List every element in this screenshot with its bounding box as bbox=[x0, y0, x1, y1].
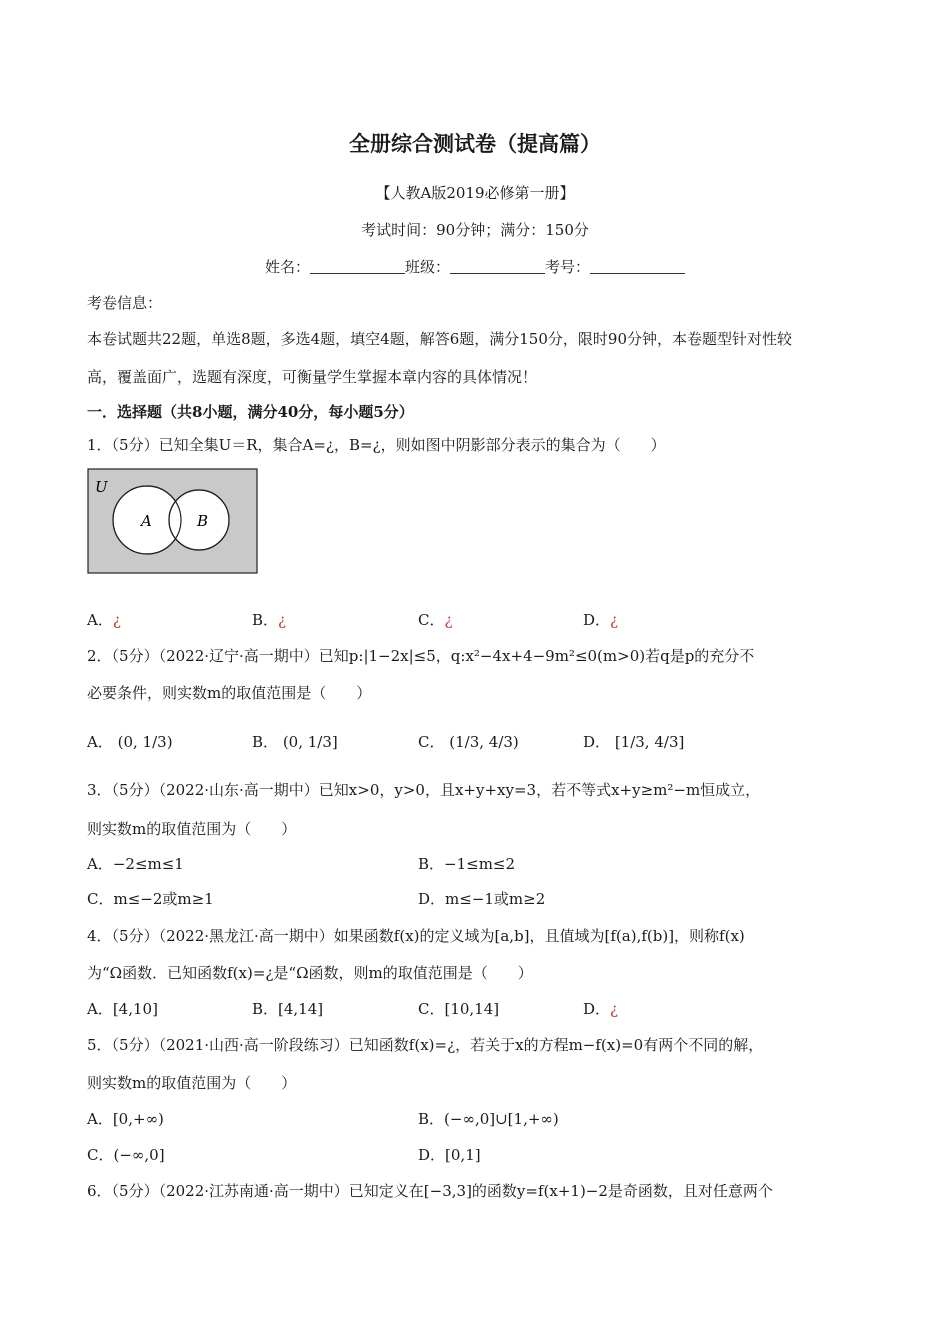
q2-option-b[interactable]: B． (0, 1/3] bbox=[252, 733, 338, 751]
q2-option-a[interactable]: A． (0, 1/3) bbox=[87, 733, 173, 751]
q2-option-d[interactable]: D． [1/3, 4/3] bbox=[583, 733, 685, 751]
venn-diagram bbox=[87, 468, 259, 576]
question-1-text: 1．（5分）已知全集U＝R，集合A=¿，B=¿，则如图中阴影部分表示的集合为（ ） bbox=[87, 436, 666, 454]
question-2-line-1: 2．（5分）（2022·辽宁·高一期中）已知p:|1−2x|≤5，q:x²−4x+4−9m²≤0(m>0)若q是p的充分不 bbox=[87, 647, 755, 665]
question-4-line-1: 4．（5分）（2022·黑龙江·高一期中）如果函数f(x)的定义域为[a,b]，且值域为[f(a),f(b)]，则称f(x) bbox=[87, 927, 745, 945]
q5-option-d[interactable]: D．[0,1] bbox=[418, 1146, 481, 1164]
venn-a-label: A bbox=[141, 512, 152, 530]
q2-option-c[interactable]: C． (1/3, 4/3) bbox=[418, 733, 519, 751]
question-4-line-2: 为“Ω函数．已知函数f(x)=¿是“Ω函数，则m的取值范围是（ ） bbox=[87, 964, 533, 982]
q1-option-c[interactable]: C．¿ bbox=[418, 611, 453, 629]
info-heading: 考卷信息： bbox=[87, 294, 163, 312]
q1-option-b[interactable]: B．¿ bbox=[252, 611, 287, 629]
info-line-1: 本卷试题共22题，单选8题，多选4题，填空4题，解答6题，满分150分，限时90分钟，本卷题型针对性较 bbox=[87, 330, 792, 348]
venn-u-label: U bbox=[95, 478, 108, 496]
q3-option-b[interactable]: B．−1≤m≤2 bbox=[418, 855, 516, 873]
q5-option-b[interactable]: B．(−∞,0]∪[1,+∞) bbox=[418, 1110, 559, 1128]
name-field[interactable] bbox=[310, 259, 405, 274]
page-title: 全册综合测试卷（提高篇） bbox=[349, 131, 601, 156]
name-label: 姓名： bbox=[264, 258, 310, 276]
q4-option-b[interactable]: B．[4,14] bbox=[252, 1000, 324, 1018]
q4-option-d[interactable]: D．¿ bbox=[583, 1000, 619, 1018]
question-5-line-2: 则实数m的取值范围为（ ） bbox=[87, 1074, 297, 1092]
question-3-line-1: 3．（5分）（2022·山东·高一期中）已知x>0，y>0，且x+y+xy=3，若不等式x+y≥m²−m恒成立， bbox=[87, 781, 761, 799]
info-line-2: 高，覆盖面广，选题有深度，可衡量学生掌握本章内容的具体情况！ bbox=[87, 368, 538, 386]
venn-b-label: B bbox=[197, 512, 209, 530]
textbook-subtitle: 【人教A版2019必修第一册】 bbox=[375, 184, 575, 202]
q4-option-a[interactable]: A．[4,10] bbox=[87, 1000, 158, 1018]
exam-time: 考试时间：90分钟；满分：150分 bbox=[361, 221, 589, 239]
student-info-row bbox=[0, 256, 950, 277]
class-label: 班级： bbox=[404, 258, 450, 276]
number-label: 考号： bbox=[545, 258, 591, 276]
q4-option-c[interactable]: C．[10,14] bbox=[418, 1000, 500, 1018]
q3-option-a[interactable]: A．−2≤m≤1 bbox=[87, 855, 184, 873]
question-3-line-2: 则实数m的取值范围为（ ） bbox=[87, 820, 297, 838]
q5-option-c[interactable]: C．(−∞,0] bbox=[87, 1146, 165, 1164]
question-6-line-1: 6．（5分）（2022·江苏南通·高一期中）已知定义在[−3,3]的函数y=f(x+1)−2是奇函数，且对任意两个 bbox=[87, 1182, 773, 1200]
section-heading: 一．选择题（共8小题，满分40分，每小题5分） bbox=[87, 403, 414, 421]
q1-option-a[interactable]: A．¿ bbox=[87, 611, 121, 629]
question-5-line-1: 5．（5分）（2021·山西·高一阶段练习）已知函数f(x)=¿，若关于x的方程m−f(x)=0有两个不同的解， bbox=[87, 1036, 764, 1054]
q3-option-d[interactable]: D．m≤−1或m≥2 bbox=[418, 890, 546, 908]
number-field[interactable] bbox=[590, 259, 685, 274]
question-2-line-2: 必要条件，则实数m的取值范围是（ ） bbox=[87, 684, 372, 702]
q1-option-d[interactable]: D．¿ bbox=[583, 611, 619, 629]
q5-option-a[interactable]: A．[0,+∞) bbox=[87, 1110, 164, 1128]
class-field[interactable] bbox=[450, 259, 545, 274]
q3-option-c[interactable]: C．m≤−2或m≥1 bbox=[87, 890, 214, 908]
